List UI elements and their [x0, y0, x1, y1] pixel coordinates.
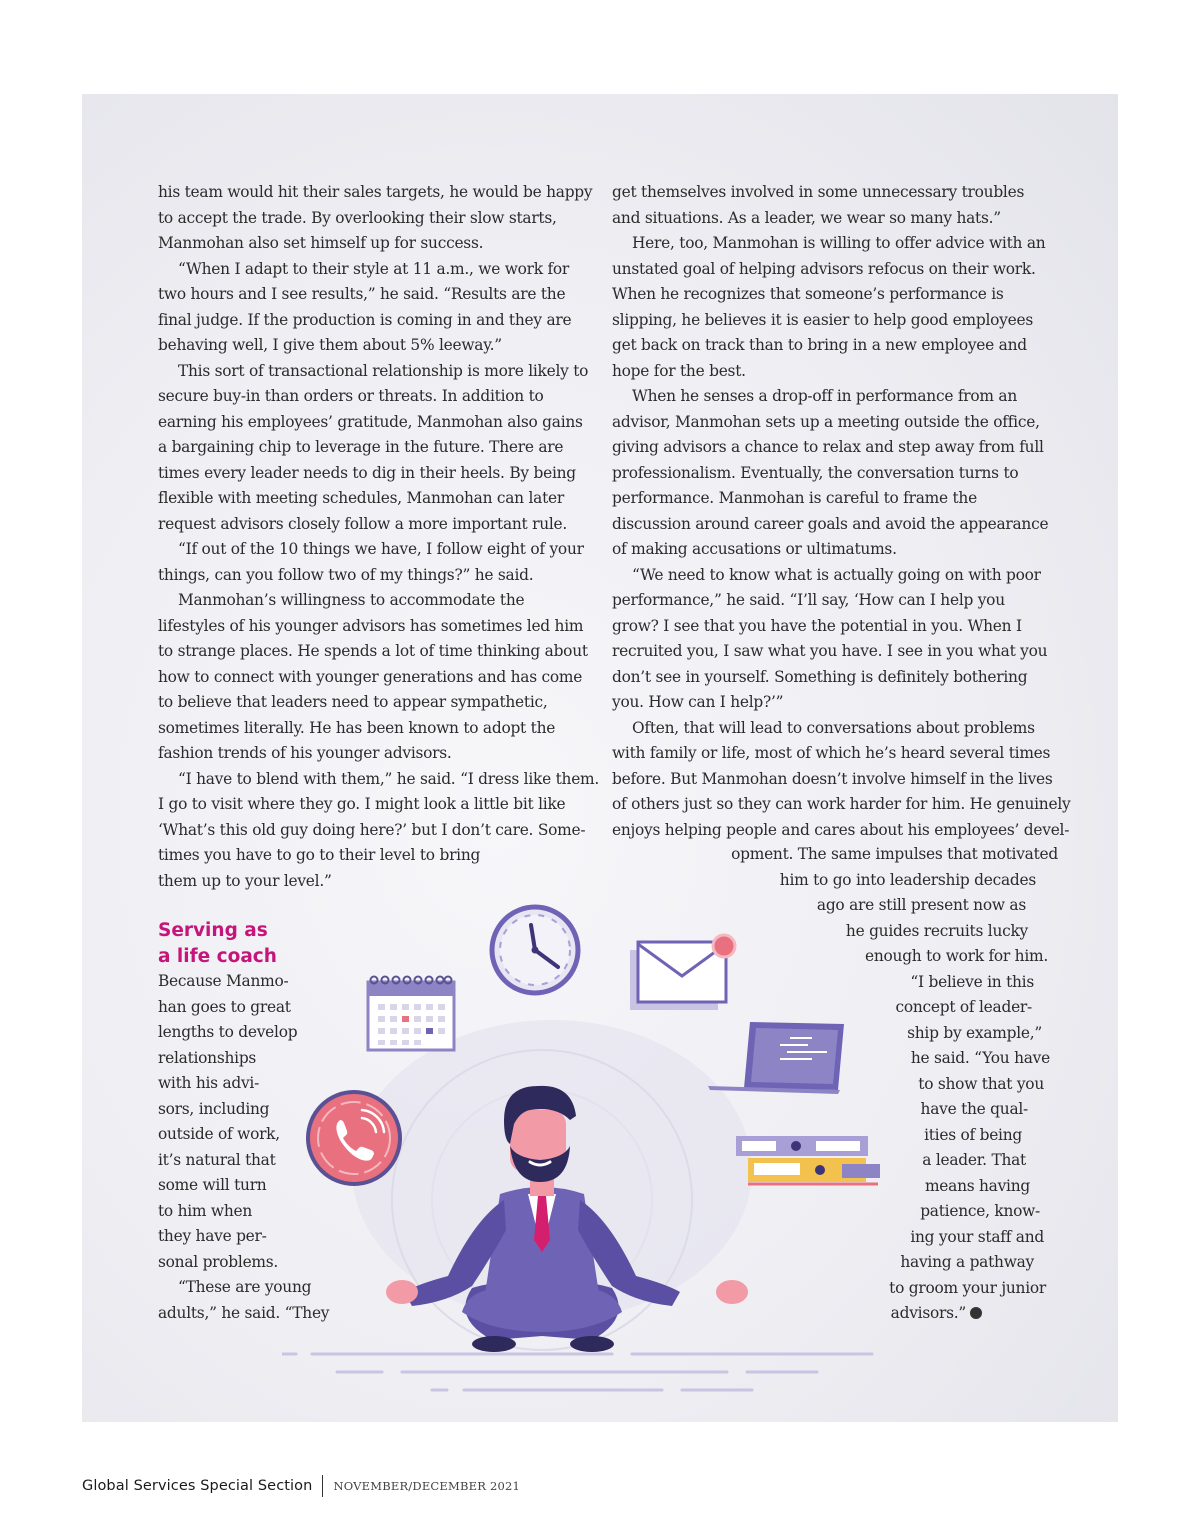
- text-line: adults,” he said. “They: [158, 1303, 330, 1322]
- section-heading-line: Serving as: [158, 920, 268, 941]
- paragraph: his team would hit their sales targets, he would be happy to accept the trade. By overlooking their slow starts, Manmohan also set himself up for success.: [158, 183, 593, 252]
- text-line: they have per-: [158, 1227, 267, 1245]
- text-line: relationships: [158, 1048, 257, 1067]
- text-line: means having: [924, 1176, 1030, 1195]
- text-line: “I believe in this: [910, 972, 1034, 991]
- paragraph: Here, too, Manmohan is willing to offer advice with an unstated goal of helping advisors refocus on their work. When he recognizes that someone’s performance is slipping, he believes it is easier to help good employees get back on track than to bring in a new employee and hope for the best.: [612, 234, 1046, 380]
- text-line: ing your staff and: [910, 1227, 1044, 1246]
- text-line: to him when: [158, 1201, 253, 1220]
- paragraph: “We need to know what is actually going on with poor performance,” he said. “I’ll say, ‘How can I help you grow? I see that you have the potential in you. When I recruited you, I saw what you have. I see in you what you don’t see in yourself. Something is definitely bothering you. How can I help?’”: [612, 565, 1048, 711]
- text-line: having a pathway: [900, 1253, 1034, 1271]
- calendar-icon: [368, 977, 454, 1051]
- page-footer: [82, 1474, 520, 1498]
- text-line: a leader. That: [922, 1151, 1026, 1169]
- left-column-top: [158, 180, 600, 894]
- footer-issue-date: NOVEMBER/DECEMBER 2021: [333, 1479, 521, 1493]
- text-line: ship by example,”: [907, 1023, 1042, 1042]
- footer-section-name: Global Services Special Section: [82, 1478, 313, 1494]
- text-line: sonal problems.: [158, 1252, 279, 1271]
- section-heading-line: a life coach: [158, 945, 277, 967]
- text-line: I go to visit where they go. I might look a little bit like: [158, 795, 566, 813]
- end-of-article-icon: [970, 1307, 982, 1319]
- paragraph: This sort of transactional relationship is more likely to secure buy-in than orders or threats. In addition to earning his employees’ gratitude, Manmohan also gains a bargaining chip to leverage in the future. There are times every leader needs to dig in their heels. By being flexible with meeting schedules, Manmohan can later request advisors closely follow a more important rule.: [158, 361, 589, 533]
- paragraph: get themselves involved in some unnecessary troubles and situations. As a leader, we wear so many hats.”: [612, 183, 1025, 227]
- text-line: it’s natural that: [158, 1150, 276, 1169]
- text-line: “These are young: [178, 1278, 312, 1296]
- text-line: ities of being: [924, 1125, 1022, 1144]
- text-line: Often, that will lead to conversations about problems: [632, 718, 1035, 737]
- text-line: outside of work,: [158, 1125, 280, 1143]
- text-line: ‘What’s this old guy doing here?’ but I don’t care. Some-: [158, 820, 586, 839]
- text-line: han goes to great: [158, 997, 291, 1016]
- footer-divider: [322, 1475, 323, 1497]
- text-line: ago are still present now as: [816, 896, 1026, 914]
- left-column-bottom: [158, 969, 338, 1326]
- text-line: some will turn: [158, 1176, 267, 1194]
- text-line: advisors.”: [890, 1304, 966, 1322]
- text-line: him to go into leadership decades: [779, 870, 1036, 889]
- text-line: he said. “You have: [910, 1049, 1050, 1067]
- paragraph: “If out of the 10 things we have, I follow eight of your things, can you follow two of my things?” he said.: [158, 540, 584, 584]
- text-line: enough to work for him.: [865, 947, 1048, 965]
- text-line: Because Manmo-: [158, 972, 289, 990]
- text-line: them up to your level.”: [158, 871, 332, 890]
- right-column-bottom: [618, 842, 1058, 1327]
- text-line: times you have to go to their level to bring: [158, 846, 481, 864]
- text-line: with family or life, most of which he’s heard several times: [612, 744, 1051, 762]
- text-line: opment. The same impulses that motivated: [731, 845, 1058, 863]
- text-line: patience, know-: [920, 1202, 1040, 1220]
- section-heading: [158, 918, 277, 969]
- text-line: have the qual-: [920, 1100, 1028, 1118]
- text-line: to groom your junior: [889, 1278, 1046, 1297]
- text-line: before. But Manmohan doesn’t involve himself in the lives: [612, 769, 1053, 788]
- text-line-last: [618, 1301, 1058, 1327]
- paragraph: When he senses a drop-off in performance from an advisor, Manmohan sets up a meeting outside the office, giving advisors a chance to relax and step away from full professionalism. Eventually, the conversation turns to performance. Manmohan is careful to frame the discussion around career goals and avoid the appearance of making accusations or ultimatums.: [612, 387, 1049, 558]
- text-line: he guides recruits lucky: [845, 921, 1028, 940]
- paragraph: “When I adapt to their style at 11 a.m., we work for two hours and I see results,” he said. “Results are the final judge. If the production is coming in and they are behaving well, I give them about 5% leeway.”: [158, 259, 572, 354]
- text-line: with his advi-: [158, 1074, 260, 1092]
- text-line: of others just so they can work harder for him. He genuinely: [612, 795, 1071, 813]
- text-line: sors, including: [158, 1099, 270, 1118]
- text-line: to show that you: [918, 1074, 1044, 1093]
- paragraph: Manmohan’s willingness to accommodate the lifestyles of his younger advisors has sometimes led him to strange places. He spends a lot of time thinking about how to connect with younger generations and has come to believe that leaders need to appear sympathetic, sometimes literally. He has been known to adopt the fashion trends of his younger advisors.: [158, 591, 588, 762]
- text-line: lengths to develop: [158, 1023, 298, 1041]
- clock-icon: [492, 907, 578, 993]
- right-column: [612, 180, 1071, 843]
- text-line: “I have to blend with them,” he said. “I dress like them.: [178, 769, 600, 788]
- text-line: concept of leader-: [895, 998, 1032, 1016]
- text-line: enjoys helping people and cares about his employees’ devel-: [612, 820, 1070, 839]
